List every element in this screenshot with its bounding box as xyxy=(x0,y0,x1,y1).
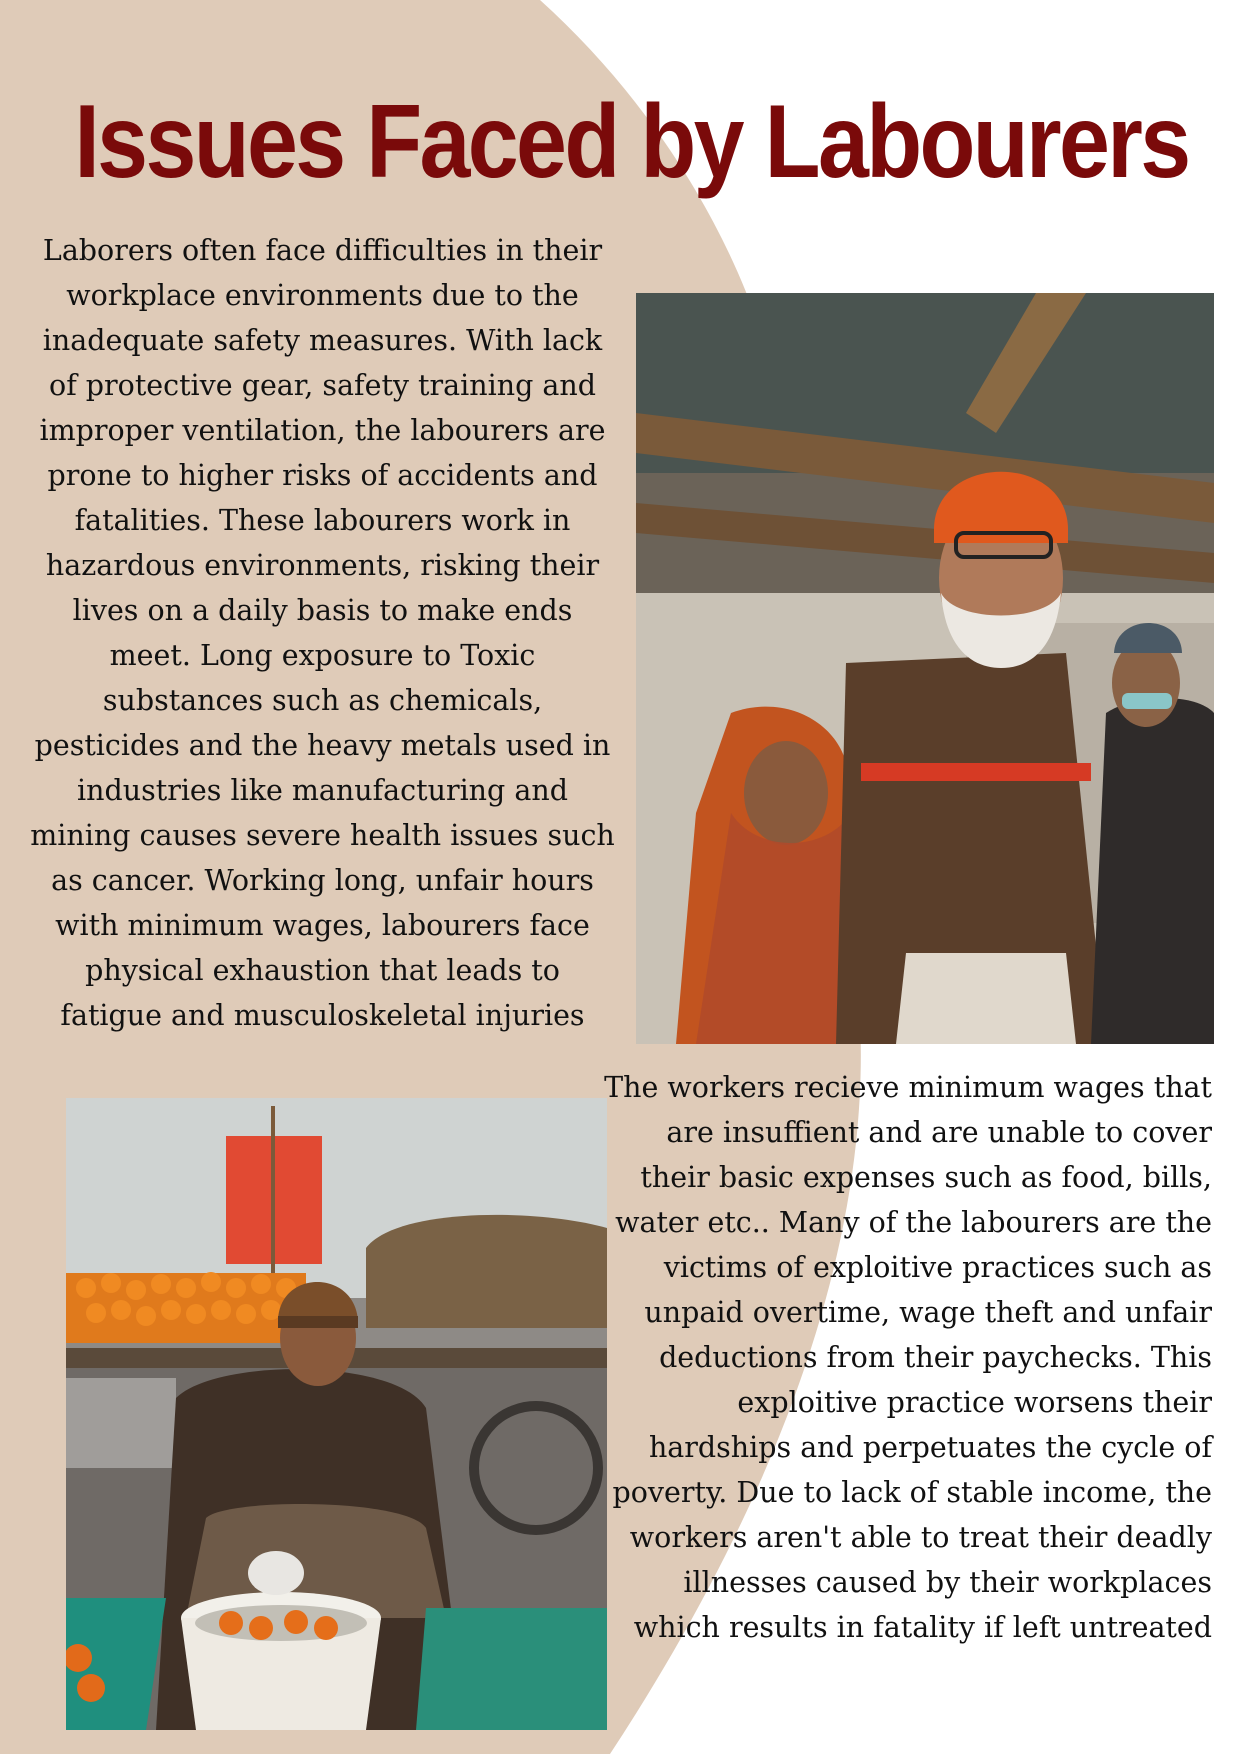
page-title: Issues Faced by Labourers xyxy=(74,84,1189,200)
paragraph-workplace-safety: Laborers often face difficulties in their workplace environments due to the inadequate safety measures. With lack of protective gear, safety training and improper ventilation, the labourers are prone to higher risks of accidents and fatalities. These labourers work in hazardous environments, risking their lives on a daily basis to make ends meet. Long exposure to Toxic substances such as chemicals, pesticides and the heavy metals used in industries like manufacturing and mining causes severe health issues such as cancer. Working long, unfair hours with minimum wages, labourers face physical exhaustion that leads to fatigue and musculoskeletal injuries xyxy=(30,234,615,1032)
photo-elderly-labourer xyxy=(636,293,1214,1044)
paragraph-wages-exploitation: The workers recieve minimum wages that are insuffient and are unable to cover their basic expenses such as food, bills, water etc.. Many of the labourers are the victims of exploitive practices such as unpaid overtime, wage theft and unfair deductions from their paychecks. This exploitive practice worsens their hardships and perpetuates the cycle of poverty. Due to lack of stable income, the workers aren't able to treat their deadly illnesses caused by their workplaces which results in fatality if left untreated xyxy=(604,1071,1212,1644)
photo-orange-vendor xyxy=(66,1098,607,1730)
